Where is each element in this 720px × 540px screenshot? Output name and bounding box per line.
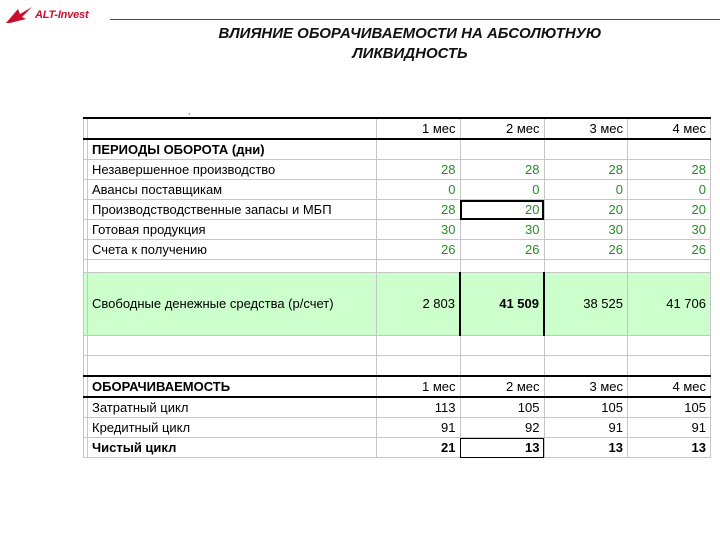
title-line-1: ВЛИЯНИЕ ОБОРАЧИВАЕМОСТИ НА АБСОЛЮТНУЮ bbox=[218, 25, 602, 42]
page-title bbox=[110, 24, 710, 64]
selected-cell[interactable]: 13 bbox=[460, 438, 544, 458]
row-label[interactable]: Незавершенное производство bbox=[88, 160, 377, 180]
cell[interactable]: 113 bbox=[377, 397, 461, 418]
cell[interactable]: 13 bbox=[544, 438, 628, 458]
table-row bbox=[84, 438, 711, 458]
cell[interactable]: 28 bbox=[377, 200, 461, 220]
cell[interactable]: 91 bbox=[544, 418, 628, 438]
table-row bbox=[84, 180, 711, 200]
cell[interactable]: 41 509 bbox=[460, 273, 544, 336]
cell[interactable]: 105 bbox=[628, 397, 711, 418]
cell[interactable]: 13 bbox=[628, 438, 711, 458]
table-row bbox=[84, 418, 711, 438]
row-label[interactable]: Свободные денежные средства (р/счет) bbox=[88, 273, 377, 336]
table-row bbox=[84, 160, 711, 180]
stray-mark: , bbox=[188, 107, 191, 116]
row-label[interactable]: Затратный цикл bbox=[88, 397, 377, 418]
cash-row bbox=[84, 273, 711, 336]
month-header[interactable]: 4 мес bbox=[628, 376, 711, 397]
cell[interactable]: 30 bbox=[377, 220, 461, 240]
logo-star-icon bbox=[4, 5, 34, 25]
cell[interactable]: 91 bbox=[377, 418, 461, 438]
periods-header[interactable]: ПЕРИОДЫ ОБОРОТА (дни) bbox=[88, 139, 377, 160]
periods-header-row bbox=[84, 139, 711, 160]
header-rule bbox=[110, 19, 720, 20]
month-header[interactable]: 2 мес bbox=[460, 376, 544, 397]
selected-cell[interactable]: 20 bbox=[460, 200, 544, 220]
table-row bbox=[84, 397, 711, 418]
cell[interactable]: 21 bbox=[377, 438, 461, 458]
row-label[interactable]: Кредитный цикл bbox=[88, 418, 377, 438]
cell[interactable]: 0 bbox=[544, 180, 628, 200]
row-label[interactable]: Готовая продукция bbox=[88, 220, 377, 240]
cell[interactable]: 26 bbox=[377, 240, 461, 260]
month-header[interactable]: 2 мес bbox=[460, 118, 544, 139]
alt-invest-logo bbox=[4, 4, 104, 26]
cell[interactable]: 0 bbox=[460, 180, 544, 200]
cell[interactable]: 30 bbox=[544, 220, 628, 240]
row-label[interactable]: Чистый цикл bbox=[88, 438, 377, 458]
spacer-row bbox=[84, 336, 711, 356]
month-header[interactable]: 3 мес bbox=[544, 376, 628, 397]
month-header[interactable]: 1 мес bbox=[377, 376, 461, 397]
cell[interactable]: 2 803 bbox=[377, 273, 461, 336]
turnover-header[interactable]: ОБОРАЧИВАЕМОСТЬ bbox=[88, 376, 377, 397]
cell[interactable]: 105 bbox=[544, 397, 628, 418]
cell[interactable]: 30 bbox=[460, 220, 544, 240]
title-line-2: ЛИКВИДНОСТЬ bbox=[352, 45, 468, 62]
cell[interactable]: 92 bbox=[460, 418, 544, 438]
cell[interactable]: 26 bbox=[460, 240, 544, 260]
cell[interactable]: 20 bbox=[544, 200, 628, 220]
spacer-row bbox=[84, 260, 711, 273]
month-header[interactable]: 1 мес bbox=[377, 118, 461, 139]
turnover-header-row bbox=[84, 376, 711, 397]
table-row bbox=[84, 200, 711, 220]
row-label[interactable]: Счета к получению bbox=[88, 240, 377, 260]
cell[interactable]: 105 bbox=[460, 397, 544, 418]
cell[interactable]: 0 bbox=[628, 180, 711, 200]
cell[interactable]: 28 bbox=[460, 160, 544, 180]
table-row bbox=[84, 220, 711, 240]
logo-text: ALT-Invest bbox=[35, 9, 89, 21]
cell[interactable]: 20 bbox=[628, 200, 711, 220]
table-row bbox=[84, 240, 711, 260]
month-header[interactable]: 4 мес bbox=[628, 118, 711, 139]
row-label[interactable]: Авансы поставщикам bbox=[88, 180, 377, 200]
header-row bbox=[84, 118, 711, 139]
cell[interactable]: 30 bbox=[628, 220, 711, 240]
cell[interactable]: 26 bbox=[628, 240, 711, 260]
cell[interactable]: 41 706 bbox=[628, 273, 711, 336]
row-label[interactable]: Производстводственные запасы и МБП bbox=[88, 200, 377, 220]
spreadsheet bbox=[83, 117, 711, 458]
spacer-row bbox=[84, 356, 711, 377]
liquidity-table bbox=[83, 117, 711, 458]
cell[interactable]: 28 bbox=[628, 160, 711, 180]
month-header[interactable]: 3 мес bbox=[544, 118, 628, 139]
cell[interactable]: 0 bbox=[377, 180, 461, 200]
cell[interactable]: 28 bbox=[544, 160, 628, 180]
cell[interactable]: 28 bbox=[377, 160, 461, 180]
cell[interactable]: 38 525 bbox=[544, 273, 628, 336]
cell[interactable]: 91 bbox=[628, 418, 711, 438]
cell[interactable]: 26 bbox=[544, 240, 628, 260]
